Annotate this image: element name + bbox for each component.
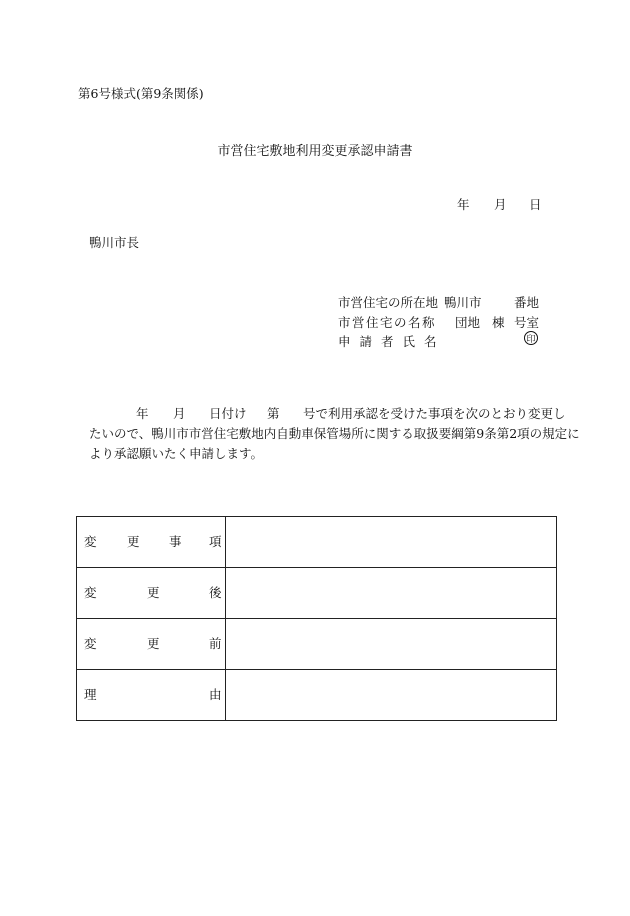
table-row xyxy=(77,670,557,721)
label-char: 項 xyxy=(209,533,222,549)
label-char: 変 xyxy=(84,635,97,651)
change-items-table xyxy=(76,516,557,721)
row-label-before-change xyxy=(77,619,226,670)
label-char: 理 xyxy=(84,686,97,702)
body-dated: 日付け xyxy=(209,406,247,421)
label-char: 事 xyxy=(169,533,182,549)
table-row xyxy=(77,568,557,619)
table-row xyxy=(77,619,557,670)
body-rest: 号で利用承認を受けた事項を次のとおり変更し xyxy=(303,406,566,421)
form-number: 第6号様式(第9条関係) xyxy=(78,86,204,101)
row-label-change-item xyxy=(77,517,226,568)
addressee: 鴨川市長 xyxy=(89,235,140,250)
housing-tou: 棟 xyxy=(492,315,505,330)
label-char: 更 xyxy=(147,584,160,600)
body-line-2: たいので、鴨川市市営住宅敷地内自動車保管場所に関する取扱要綱第9条第2項の規定に xyxy=(89,426,580,441)
housing-name-label: 市営住宅の名称 xyxy=(338,315,437,330)
value-change-item[interactable] xyxy=(226,517,557,568)
applicant-name-label: 申請者氏名 xyxy=(338,334,446,349)
location-suffix: 番地 xyxy=(514,295,540,310)
housing-name-row xyxy=(338,313,541,330)
document-title: 市営住宅敷地利用変更承認申請書 xyxy=(217,144,413,159)
label-char: 変 xyxy=(84,533,97,549)
label-char: 前 xyxy=(209,635,222,651)
label-char: 由 xyxy=(209,686,222,702)
location-label: 市営住宅の所在地 xyxy=(338,295,439,310)
value-after-change[interactable] xyxy=(226,568,557,619)
value-before-change[interactable] xyxy=(226,619,557,670)
label-char: 更 xyxy=(127,533,140,549)
label-char: 更 xyxy=(147,635,160,651)
body-dai: 第 xyxy=(267,406,280,421)
table-row xyxy=(77,517,557,568)
housing-danchi: 団地 xyxy=(455,315,481,330)
body-month: 月 xyxy=(173,406,186,421)
applicant-name-row xyxy=(338,332,541,349)
label-char: 後 xyxy=(209,584,222,600)
location-row xyxy=(338,293,541,310)
date-month: 月 xyxy=(494,197,507,212)
label-char: 変 xyxy=(84,584,97,600)
seal-mark: 印 xyxy=(524,331,538,345)
housing-room: 号室 xyxy=(514,315,540,330)
location-city: 鴨川市 xyxy=(444,295,482,310)
body-year: 年 xyxy=(136,406,149,421)
body-line-1 xyxy=(89,404,566,424)
row-label-after-change xyxy=(77,568,226,619)
date-day: 日 xyxy=(529,197,542,212)
row-label-reason xyxy=(77,670,226,721)
request-body xyxy=(89,404,580,464)
date-year: 年 xyxy=(457,197,470,212)
value-reason[interactable] xyxy=(226,670,557,721)
body-line-3: より承認願いたく申請します。 xyxy=(89,446,264,461)
